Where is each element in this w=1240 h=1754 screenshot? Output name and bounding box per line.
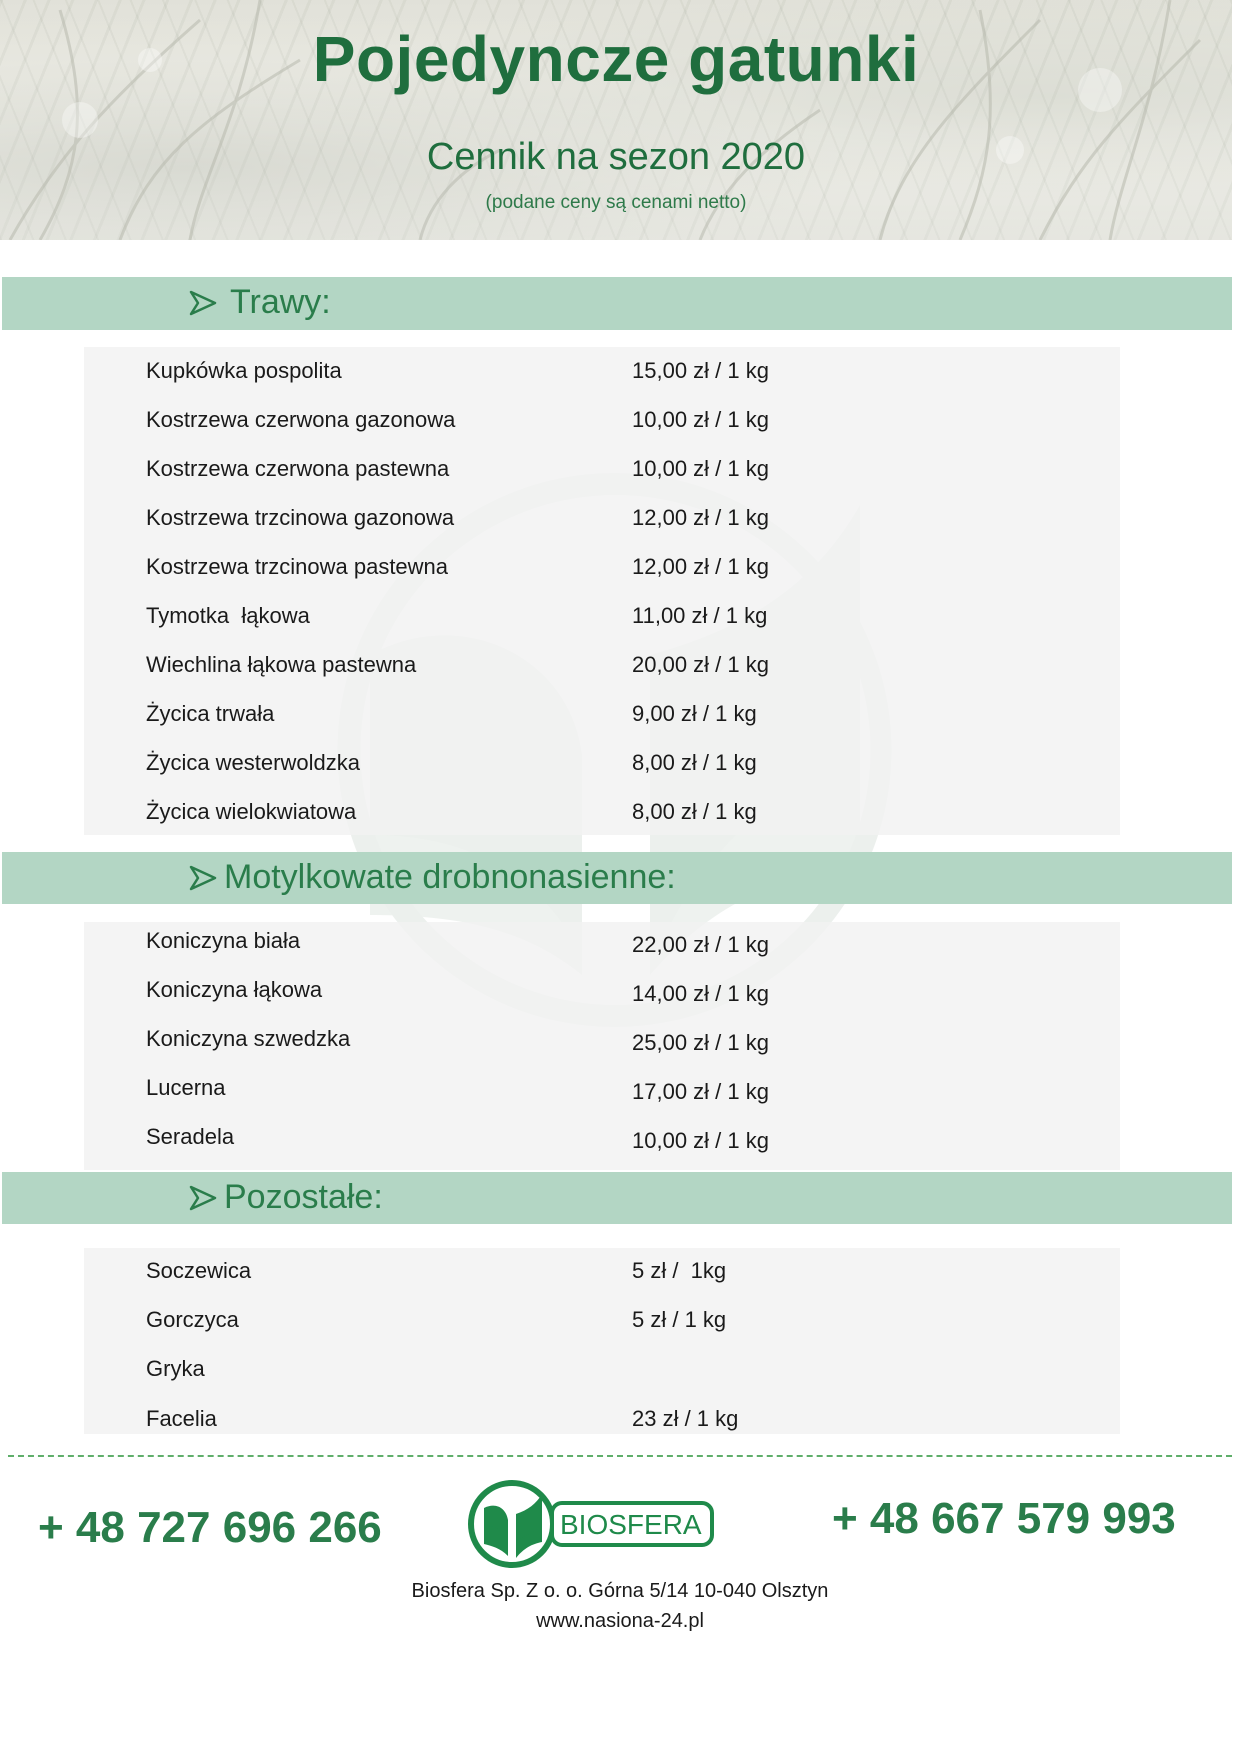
table-row — [84, 347, 1120, 396]
logo-text: BIOSFERA — [560, 1509, 702, 1540]
product-price: 25,00 zł / 1 kg — [632, 1030, 769, 1055]
wheat-logo-icon — [471, 1483, 553, 1565]
product-name: Koniczyna łąkowa — [146, 977, 323, 1002]
table-row — [84, 788, 1120, 837]
price-note: (podane ceny są cenami netto) — [485, 192, 747, 213]
section-label: Trawy: — [230, 283, 331, 321]
product-name: Tymotka łąkowa — [146, 603, 310, 628]
table-row — [84, 922, 1120, 971]
biosfera-logo — [466, 1478, 718, 1570]
product-name: Koniczyna biała — [146, 928, 301, 953]
product-name: Soczewica — [146, 1258, 252, 1283]
price-table-trawy — [84, 347, 1120, 835]
product-name: Życica westerwoldzka — [146, 750, 360, 775]
table-row — [84, 494, 1120, 543]
section-header-trawy — [2, 277, 1232, 330]
product-price: 23 zł / 1 kg — [632, 1406, 739, 1431]
product-name: Życica wielokwiatowa — [146, 799, 357, 824]
page-title: Pojedyncze gatunki — [312, 23, 920, 95]
page-subtitle: Cennik na sezon 2020 — [426, 136, 806, 178]
table-row — [84, 1248, 1120, 1297]
product-price: 5 zł / 1kg — [632, 1258, 727, 1283]
table-row — [84, 690, 1120, 739]
product-price: 20,00 zł / 1 kg — [632, 652, 769, 677]
arrowhead-icon — [188, 863, 218, 893]
header-banner — [0, 0, 1232, 240]
product-name: Facelia — [146, 1406, 217, 1431]
product-name: Koniczyna szwedzka — [146, 1026, 351, 1051]
section-label: Motylkowate drobnonasienne: — [224, 858, 676, 896]
product-name: Seradela — [146, 1124, 235, 1149]
price-table-motylkowate — [84, 922, 1120, 1170]
product-name: Kostrzewa czerwona gazonowa — [146, 407, 456, 432]
product-price: 14,00 zł / 1 kg — [632, 981, 769, 1006]
product-name: Wiechlina łąkowa pastewna — [146, 652, 417, 677]
phone-right[interactable]: + 48 667 579 993 — [832, 1494, 1176, 1543]
product-price: 9,00 zł / 1 kg — [632, 701, 757, 726]
table-row — [84, 1020, 1120, 1069]
table-row — [84, 1396, 1120, 1445]
table-row — [84, 641, 1120, 690]
product-price: 10,00 zł / 1 kg — [632, 456, 769, 481]
product-name: Kostrzewa trzcinowa gazonowa — [146, 505, 455, 530]
product-price: 12,00 zł / 1 kg — [632, 554, 769, 579]
table-row — [84, 971, 1120, 1020]
table-row — [84, 396, 1120, 445]
table-row — [84, 1297, 1120, 1346]
product-price: 22,00 zł / 1 kg — [632, 932, 769, 957]
product-price: 8,00 zł / 1 kg — [632, 750, 757, 775]
product-name: Kupkówka pospolita — [146, 358, 342, 383]
product-price: 10,00 zł / 1 kg — [632, 407, 769, 432]
product-price: 17,00 zł / 1 kg — [632, 1079, 769, 1104]
product-name: Gorczyca — [146, 1307, 239, 1332]
product-price: 12,00 zł / 1 kg — [632, 505, 769, 530]
product-name: Kostrzewa czerwona pastewna — [146, 456, 450, 481]
phone-left[interactable]: + 48 727 696 266 — [38, 1503, 382, 1552]
company-address: Biosfera Sp. Z o. o. Górna 5/14 10-040 Olsztyn — [411, 1580, 829, 1602]
arrowhead-icon — [188, 288, 218, 318]
table-row — [84, 445, 1120, 494]
table-row — [84, 592, 1120, 641]
table-row — [84, 543, 1120, 592]
table-row — [84, 1118, 1120, 1167]
section-label: Pozostałe: — [224, 1178, 383, 1216]
table-row — [84, 739, 1120, 788]
arrowhead-icon — [188, 1183, 218, 1213]
product-name: Życica trwała — [146, 701, 275, 726]
section-header-pozostale — [2, 1172, 1232, 1224]
product-price: 15,00 zł / 1 kg — [632, 358, 769, 383]
product-price: 5 zł / 1 kg — [632, 1307, 727, 1332]
product-price: 10,00 zł / 1 kg — [632, 1128, 769, 1153]
product-price: 11,00 zł / 1 kg — [632, 603, 768, 628]
product-name: Lucerna — [146, 1075, 226, 1100]
product-price: 8,00 zł / 1 kg — [632, 799, 757, 824]
footer-divider — [8, 1455, 1232, 1457]
section-header-motylkowate — [2, 852, 1232, 904]
product-name: Kostrzewa trzcinowa pastewna — [146, 554, 449, 579]
table-row — [84, 1346, 1120, 1395]
product-name: Gryka — [146, 1356, 205, 1381]
price-table-pozostale — [84, 1248, 1120, 1434]
table-row — [84, 1069, 1120, 1118]
company-website[interactable]: www.nasiona-24.pl — [536, 1610, 704, 1632]
